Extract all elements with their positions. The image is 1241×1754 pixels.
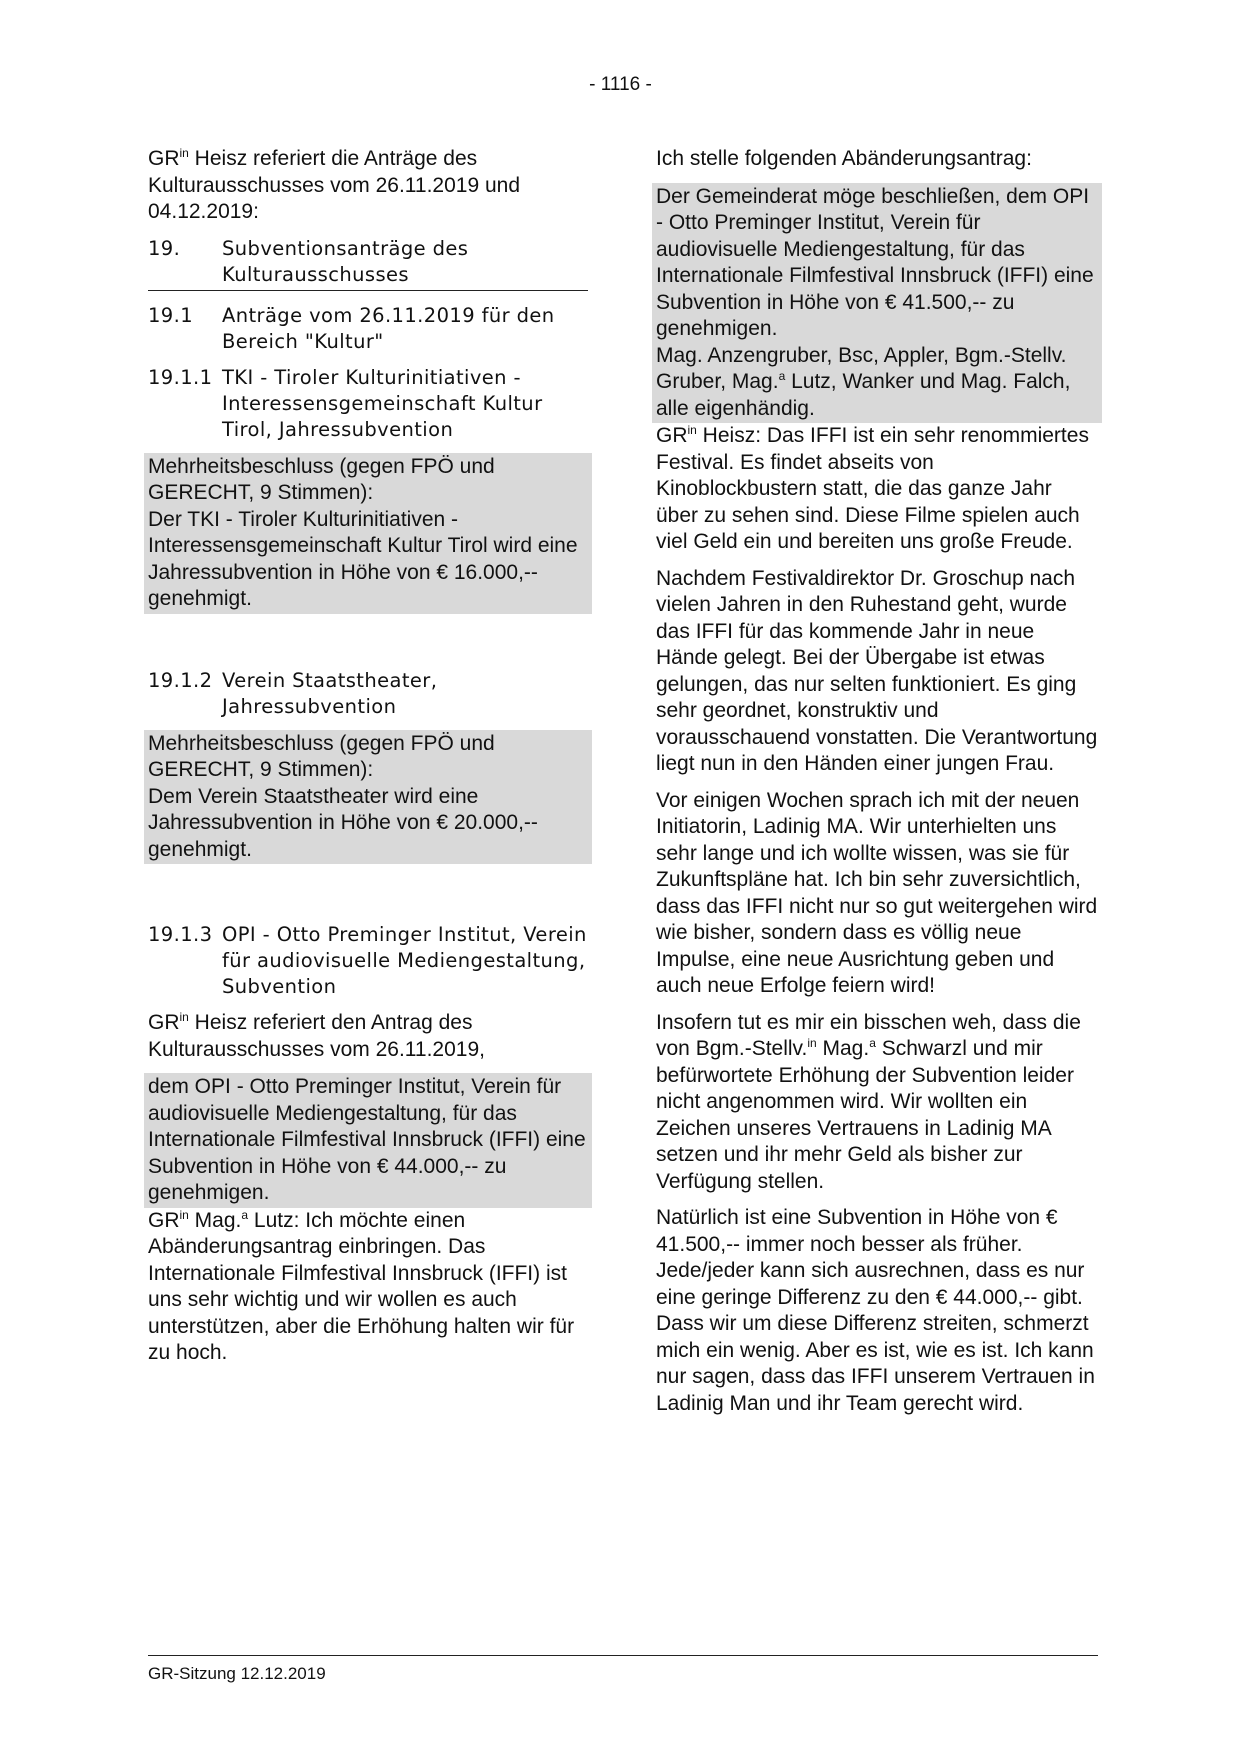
heading-19: 19. Subventionsanträge des Kulturausschusses [148,236,588,291]
footer-divider [148,1655,1098,1656]
heading-19-1-1: 19.1.1 TKI - Tiroler Kulturinitiativen - Interessensgemeinschaft Kultur Tirol, Jahressubvention [148,365,543,441]
left-column [148,146,588,1377]
resolution-2-text: Dem Verein Staatstheater wird eine Jahressubvention in Höhe von € 20.000,-- genehmigt. [144,775,592,865]
amendment-intro: Ich stelle folgenden Abänderungsantrag: [656,147,1032,170]
heading-19-1-2: 19.1.2 Verein Staatstheater, Jahressubvention [148,668,438,718]
lutz-paragraph: $GR^{in}$ Mag.$^a$ Lutz: Ich möchte einen Abänderungsantrag einbringen. Das Internationale Filmfestival Innsbruck (IFFI) ist uns sehr wichtig und wir wollen es auch unterstützen, aber die Erhöhung halten wir für zu hoch. [148,1207,575,1364]
amendment-text: Der Gemeinderat möge beschließen, dem OPI - Otto Preminger Institut, Verein für audiovisuelle Mediengestaltung, für das Internationale Filmfestival Innsbruck (IFFI) eine Subvention in Höhe von € 41.500,-- zu genehmigen. [652,183,1102,344]
heading-19-1: 19.1 Anträge vom 26.11.2019 für den Bereich "Kultur" [148,303,555,353]
motion-text: dem OPI - Otto Preminger Institut, Verein für audiovisuelle Mediengestaltung, für das Internationale Filmfestival Innsbruck (IFFI) eine Subvention in Höhe von € 44.000,-- zu genehmigen. [144,1073,592,1208]
intro-2-paragraph: $GR^{in}$ Heisz referiert den Antrag des Kulturausschusses vom 26.11.2019, [148,1010,485,1061]
paragraph-3: Vor einigen Wochen sprach ich mit der neuen Initiatorin, Ladinig MA. Wir unterhielten uns sehr lange und ich wollte wissen, was sie für Zukunftspläne hat. Ich bin sehr zuversichtlich, dass das IFFI nicht nur so gut weitergehen wird wie bisher, sondern dass es völlig neue Impulse, eine neue Ausrichtung geben und auch neue Erfolge feiern wird! [656,788,1098,997]
intro-paragraph: $GR^{in}$ Heisz referiert die Anträge des Kulturausschusses vom 26.11.2019 und 04.12.2019: [148,146,521,223]
resolution-1-text: Der TKI - Tiroler Kulturinitiativen - Interessensgemeinschaft Kultur Tirol wird eine Jahressubvention in Höhe von € 16.000,-- genehmigt. [144,498,592,614]
right-column [656,146,1098,1427]
paragraph-4: Insofern tut es mir ein bisschen weh, dass die von Bgm.-Stellv.$^{in}$ Mag.$^a$ Schwarzl und mir befürwortete Erhöhung der Subvention leider nicht angenommen wird. Wir wollten ein Zeichen unseres Vertrauens in Ladinig MA setzen und ihr mehr Geld als bisher zur Verfügung stellen. [656,1010,1081,1193]
heisz-paragraph: $GR^{in}$ Heisz: Das IFFI ist ein sehr renommiertes Festival. Es findet abseits von Kinoblockbustern statt, die das ganze Jahr über zu sehen sind. Diese Filme spielen auch viel Geld ein und bereiten uns große Freude. [656,423,1089,553]
paragraph-2: Nachdem Festivaldirektor Dr. Groschup nach vielen Jahren in den Ruhestand geht, wurde das IFFI für das kommende Jahr in neue Hände gelegt. Bei der Übergabe ist etwas gelungen, das nur selten funktioniert. Es ging sehr geordnet, konstruktiv und vorausschauend vonstatten. Die Verantwortung liegt nun in den Händen einer jungen Frau. [656,566,1098,775]
amendment-signers: Mag. Anzengruber, Bsc, Appler, Bgm.-Stellv. Gruber, Mag.$^a$ Lutz, Wanker und Mag. Falch, alle eigenhändig. [652,334,1102,424]
resolution-2: Mehrheitsbeschluss (gegen FPÖ und GERECHT, 9 Stimmen): [144,730,592,785]
paragraph-5: Natürlich ist eine Subvention in Höhe von € 41.500,-- immer noch besser als früher. Jede/jeder kann sich ausrechnen, dass es nur eine geringe Differenz zu den € 44.000,-- gibt. Dass wir um diese Differenz streiten, schmerzt mich ein wenig. Aber es ist, wie es ist. Ich kann nur sagen, dass das IFFI unserem Vertrauen in Ladinig Man und ihr Team gerecht wird. [656,1206,1095,1415]
heading-19-1-3: 19.1.3 OPI - Otto Preminger Institut, Verein für audiovisuelle Mediengestaltung, Subvention [148,923,587,998]
footer-text: GR-Sitzung 12.12.2019 [148,1664,326,1683]
resolution-1: Mehrheitsbeschluss (gegen FPÖ und GERECHT, 9 Stimmen): [144,453,592,508]
page-number: - 1116 - [589,74,652,95]
